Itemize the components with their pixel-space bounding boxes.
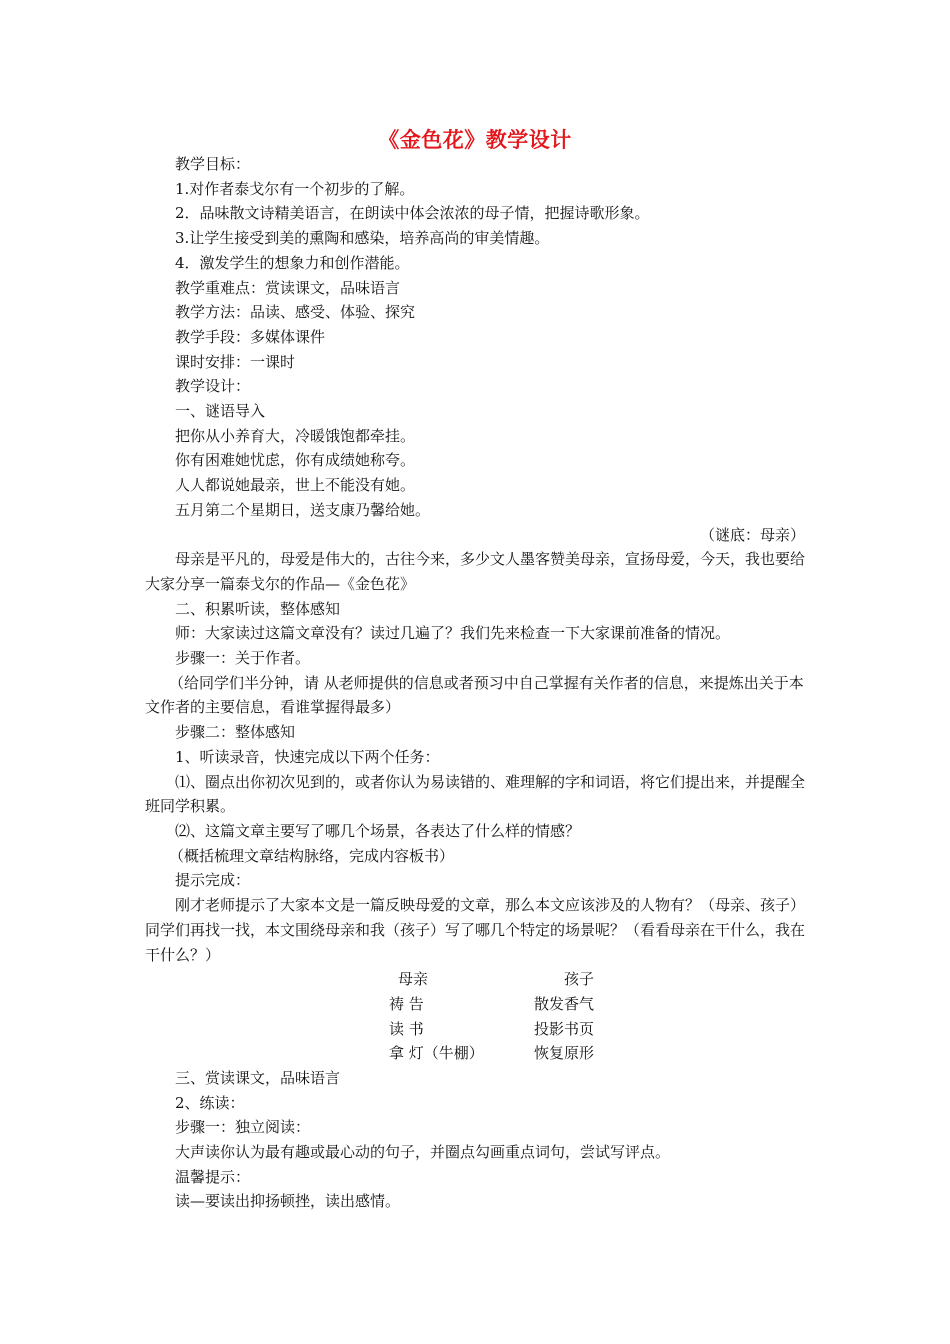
body-paragraph: 1.对作者泰戈尔有一个初步的了解。 xyxy=(175,179,415,198)
scene-table-row xyxy=(145,1017,805,1042)
scene-header-mother: 母亲 xyxy=(398,970,429,989)
body-paragraph: 4．激发学生的想象力和创作潜能。 xyxy=(175,253,410,272)
body-paragraph: 师：大家读过这篇文章没有？读过几遍了？我们先来检查一下大家课前准备的情况。 xyxy=(175,624,731,643)
body-paragraph: 1、听读录音，快速完成以下两个任务： xyxy=(175,747,440,766)
body-paragraph: ⑵、这篇文章主要写了哪几个场景，各表达了什么样的情感？ xyxy=(175,821,581,840)
document-body xyxy=(145,152,805,1214)
body-paragraph: ⑴、圈点出你初次见到的，或者你认为易读错的、难理解的字和词语，将它们提出来，并提醒全班同学积累。 xyxy=(145,772,806,816)
body-paragraph: 步骤一：独立阅读： xyxy=(175,1118,311,1137)
scene-cell-child: 恢复原形 xyxy=(534,1044,595,1063)
body-paragraph: 2、练读： xyxy=(175,1093,245,1112)
scene-cell-mother: 读 书 xyxy=(389,1019,424,1038)
body-paragraph: 读—要读出抑扬顿挫，读出感情。 xyxy=(175,1192,401,1211)
body-paragraph: 人人都说她最亲，世上不能没有她。 xyxy=(175,476,416,495)
body-paragraph: 三、赏读课文，品味语言 xyxy=(175,1068,341,1087)
body-paragraph: 温馨提示： xyxy=(175,1167,251,1186)
scene-header-child: 孩子 xyxy=(564,970,595,989)
body-paragraph: 教学重难点：赏读课文，品味语言 xyxy=(175,278,401,297)
body-paragraph: 教学设计： xyxy=(175,377,251,396)
scene-table-row xyxy=(145,1041,805,1066)
scene-cell-child: 投影书页 xyxy=(534,1019,595,1038)
body-paragraph: 大声读你认为最有趣或最心动的句子，并圈点勾画重点词句，尝试写评点。 xyxy=(175,1143,671,1162)
body-paragraph: 教学目标： xyxy=(175,155,251,173)
scene-cell-mother: 祷 告 xyxy=(389,994,424,1013)
body-paragraph: 2．品味散文诗精美语言，在朗读中体会浓浓的母子情，把握诗歌形象。 xyxy=(175,204,650,223)
scene-table-row xyxy=(145,992,805,1017)
body-paragraph: 母亲是平凡的，母爱是伟大的，古往今来，多少文人墨客赞美母亲，宣扬母爱，今天，我也要给大家分享一篇泰戈尔的作品—《金色花》 xyxy=(145,550,806,593)
body-paragraph: （给同学们半分钟，请 从老师提供的信息或者预习中自己掌握有关作者的信息，来提炼出关于本文作者的主要信息，看谁掌握得最多） xyxy=(145,673,804,717)
body-paragraph: 步骤二：整体感知 xyxy=(175,723,296,742)
body-paragraph: 课时安排：一课时 xyxy=(175,352,296,371)
body-paragraph: 3.让学生接受到美的熏陶和感染，培养高尚的审美情趣。 xyxy=(175,229,550,248)
body-paragraph: 提示完成： xyxy=(175,871,251,890)
body-paragraph: 刚才老师提示了大家本文是一篇反映母爱的文章，那么本文应该涉及的人物有？（母亲、孩子）同学们再找一找，本文围绕母亲和我（孩子）写了哪几个特定的场景呢？（看看母亲在干什么，我在干什么？） xyxy=(145,896,806,964)
document-title: 《金色花》教学设计 xyxy=(378,128,572,152)
body-paragraph: （谜底：母亲） xyxy=(699,525,805,544)
scene-cell-mother: 拿 灯（牛棚） xyxy=(389,1044,484,1063)
body-paragraph: 你有困难她忧虑，你有成绩她称夸。 xyxy=(175,451,416,470)
body-paragraphs-part-2 xyxy=(145,1066,805,1214)
body-paragraph: 步骤一：关于作者。 xyxy=(175,649,311,668)
body-paragraph: 把你从小养育大，冷暖饿饱都牵挂。 xyxy=(175,426,416,445)
scene-table xyxy=(145,967,805,1066)
body-paragraphs-part-1 xyxy=(145,152,805,967)
scene-cell-child: 散发香气 xyxy=(534,994,595,1013)
body-paragraph: 五月第二个星期日，送支康乃馨给她。 xyxy=(175,500,431,519)
body-paragraph: （概括梳理文章结构脉络，完成内容板书） xyxy=(169,846,455,865)
body-paragraph: 二、积累听读，整体感知 xyxy=(175,599,341,618)
body-paragraph: 一、谜语导入 xyxy=(175,402,266,421)
body-paragraph: 教学方法：品读、感受、体验、探究 xyxy=(175,303,416,322)
body-paragraph: 教学手段：多媒体课件 xyxy=(175,327,326,346)
scene-table-header xyxy=(145,967,805,992)
